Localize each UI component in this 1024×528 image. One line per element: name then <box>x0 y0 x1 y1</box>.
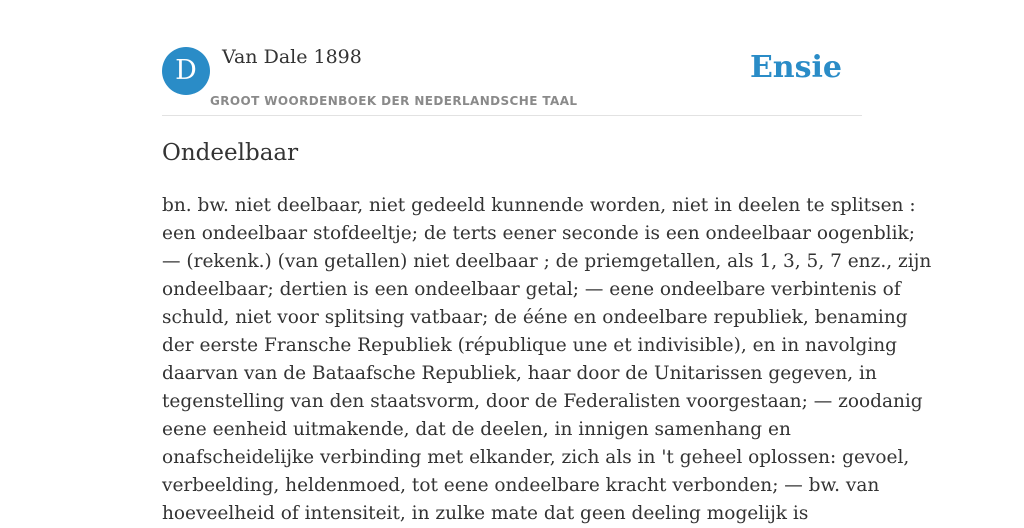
page <box>162 0 932 524</box>
definition-line: schuld, niet voor splitsing vatbaar; de ééne en ondeelbare republiek, benaming <box>162 307 908 328</box>
definition-line: tegenstelling van den staatsvorm, door de Federalisten voorgestaan; — zoodanig <box>162 391 923 412</box>
source-logo[interactable]: D <box>162 47 210 95</box>
definition-line: hoeveelheid of intensiteit, in zulke mate dat geen deeling mogelijk is <box>162 503 809 524</box>
header <box>162 0 862 116</box>
definition-line: bn. bw. niet deelbaar, niet gedeeld kunnende worden, niet in deelen te splitsen : <box>162 195 916 216</box>
definition-line: onafscheidelijke verbinding met elkander, zich als in 't geheel oplossen: gevoel, <box>162 447 910 468</box>
entry-headword: Ondeelbaar <box>162 140 299 166</box>
definition-line: — (rekenk.) (van getallen) niet deelbaar ; de priemgetallen, als 1, 3, 5, 7 enz., zijn <box>162 251 932 272</box>
definition-line: eene eenheid uitmakende, dat de deelen, in innigen samenhang en <box>162 419 791 440</box>
source-subtitle: GROOT WOORDENBOEK DER NEDERLANDSCHE TAAL <box>210 94 578 108</box>
definition-line: daarvan van de Bataafsche Republiek, haar door de Unitarissen gegeven, in <box>162 363 877 384</box>
definition-line: ondeelbaar; dertien is een ondeelbaar getal; — eene ondeelbare verbintenis of <box>162 279 901 300</box>
source-title[interactable]: Van Dale 1898 <box>222 46 362 68</box>
definition-line: verbeelding, heldenmoed, tot eene ondeelbare kracht verbonden; — bw. van <box>162 475 880 496</box>
brand-logo[interactable]: Ensie <box>749 50 842 85</box>
definition-line: een ondeelbaar stofdeeltje; de terts eener seconde is een ondeelbaar oogenblik; <box>162 223 915 244</box>
entry-definition <box>162 192 932 528</box>
definition-line: der eerste Fransche Republiek (république une et indivisible), en in navolging <box>162 335 898 356</box>
